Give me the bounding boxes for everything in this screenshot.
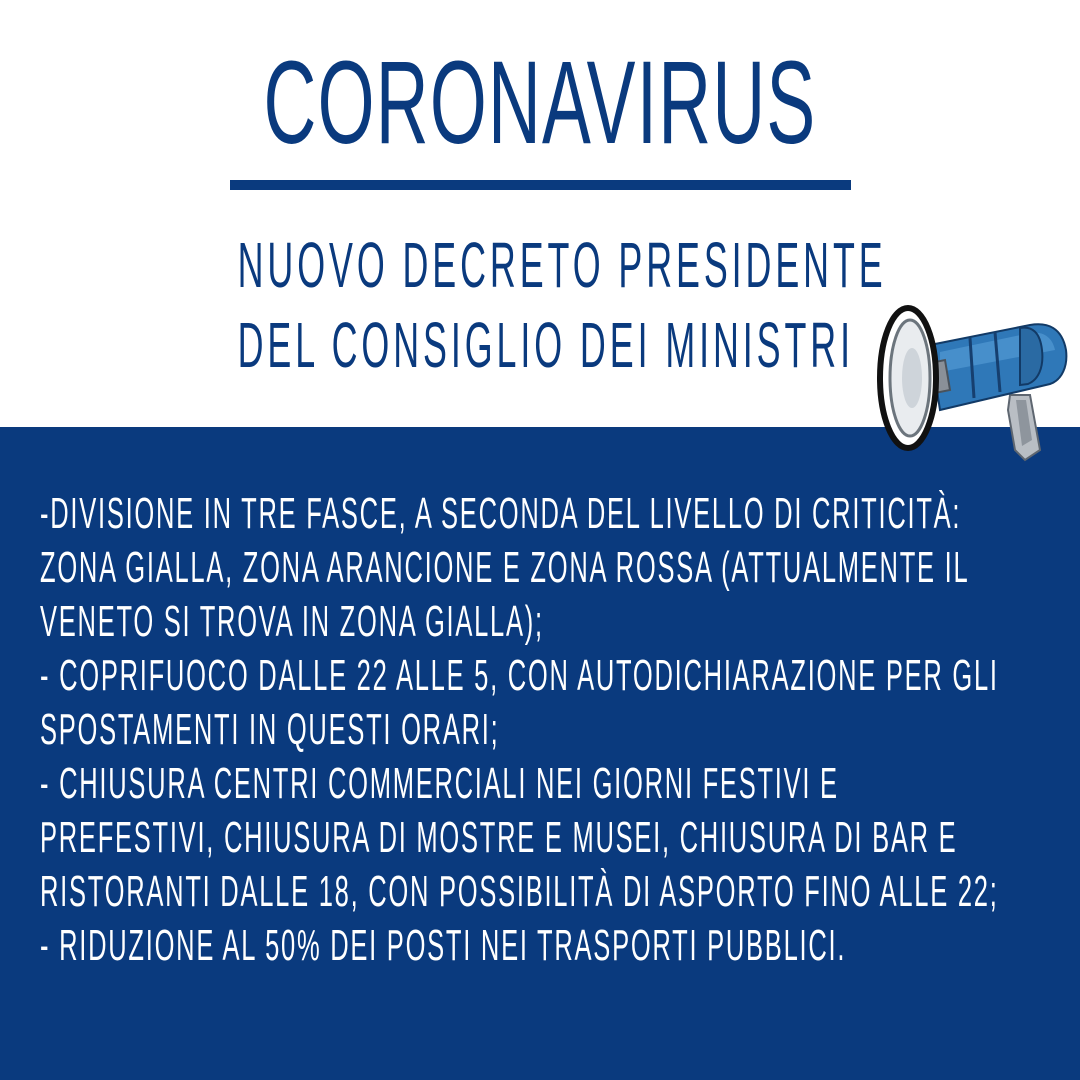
measure-line: - COPRIFUOCO DALLE 22 ALLE 5, CON AUTODICHIARAZIONE PER GLI (40, 651, 999, 700)
title-underline (230, 180, 851, 190)
measure-line: -DIVISIONE IN TRE FASCE, A SECONDA DEL LIVELLO DI CRITICITÀ: (40, 489, 962, 538)
measure-line: VENETO SI TROVA IN ZONA GIALLA); (40, 597, 544, 646)
decree-measures (40, 487, 1040, 973)
page-title: CORONAVIRUS (263, 37, 817, 169)
subtitle-line: NUOVO DECRETO PRESIDENTE (237, 229, 887, 301)
megaphone-icon (870, 300, 1080, 470)
measure-line: SPOSTAMENTI IN QUESTI ORARI; (40, 705, 500, 754)
measure-line: - CHIUSURA CENTRI COMMERCIALI NEI GIORNI FESTIVI E (40, 759, 839, 808)
measure-line: RISTORANTI DALLE 18, CON POSSIBILITÀ DI ASPORTO FINO ALLE 22; (40, 867, 999, 916)
measure-line: - RIDUZIONE AL 50% DEI POSTI NEI TRASPORTI PUBBLICI. (40, 921, 847, 970)
subtitle-line: DEL CONSIGLIO DEI MINISTRI (237, 309, 854, 381)
subtitle (237, 225, 887, 385)
measure-line: ZONA GIALLA, ZONA ARANCIONE E ZONA ROSSA (ATTUALMENTE IL (40, 543, 970, 592)
measure-line: PREFESTIVI, CHIUSURA DI MOSTRE E MUSEI, CHIUSURA DI BAR E (40, 813, 958, 862)
